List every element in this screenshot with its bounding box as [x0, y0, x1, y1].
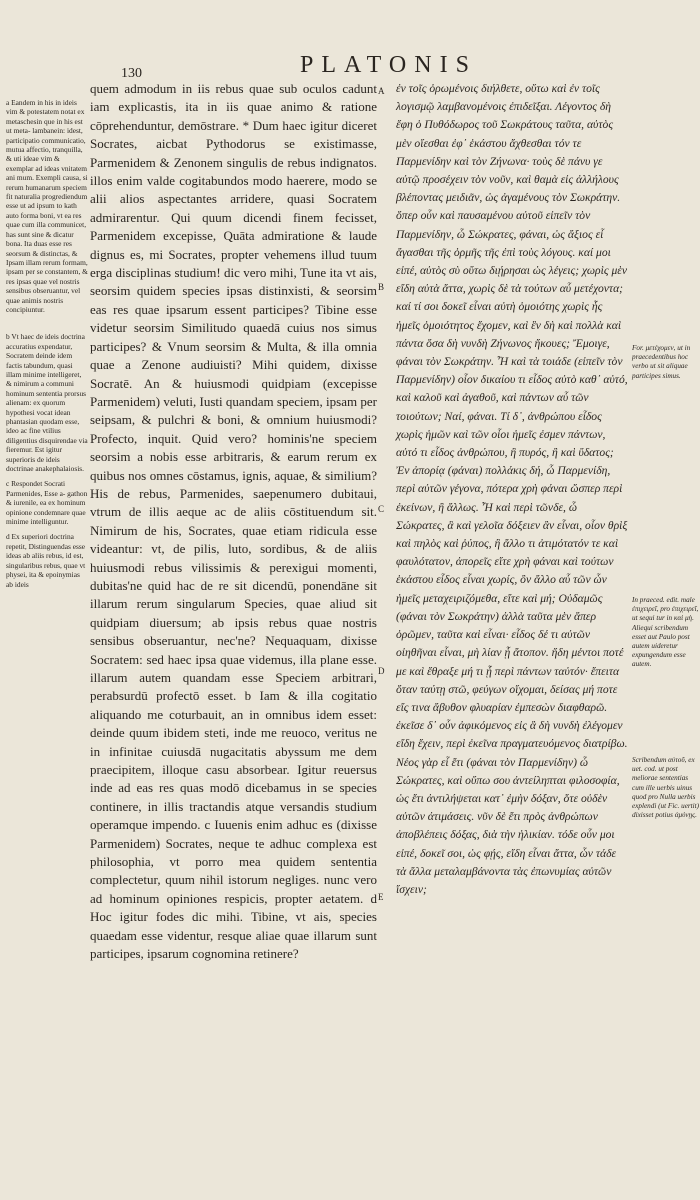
page-number: 130 — [121, 66, 142, 81]
greek-text: ἐν τοῖς ὁρωμένοις διήλθετε, οὕτω καὶ ἐν τοῖς λογισμῷ λαμβανομένοις ἐπιδεῖξαι. Λέγοντος δὴ ἔφη ὁ Πυθόδωρος τοῦ Σωκράτους ταῦτα, αὐτὸς μὲν οἴεσθαι ἐφ᾽ ἑκάστου ἄχθεσθαι τόν τε Παρμενίδην καὶ τὸν Ζήνωνα· τοὺς δὲ πάνυ γε αὐτῷ προσέχειν τὸν νοῦν, καὶ θαμὰ εἰς ἀλλήλους βλέποντας μειδιᾶν, ὡς ἀγαμένους τὸν Σωκράτην. ὅπερ οὖν καὶ παυσαμένου αὐτοῦ εἰπεῖν τὸν Παρμενίδην, ὦ Σώκρατες, φάναι, ὡς ἄξιος εἶ ἄγασθαι τῆς ὁρμῆς τῆς ἐπὶ τοὺς λόγους. καί μοι εἰπέ, αὐτὸς σὺ οὕτω διῄρησαι ὡς λέγεις; χωρὶς μὲν εἴδη αὐτὰ ἄττα, χωρὶς δὲ τὰ τούτων αὖ μετέχοντα; καί τί σοι δοκεῖ εἶναι αὐτὴ ὁμοιότης χωρὶς ἧς ἡμεῖς ὁμοιότητος ἔχομεν, καὶ ἓν δὴ καὶ πολλὰ καὶ πάντα ὅσα δὴ νυνδὴ Ζήνωνος ἤκουες; Ἔμοιγε, φάναι τὸν Σωκράτην. Ἦ καὶ τὰ τοιάδε (εἰπεῖν τὸν Παρμενίδην) οἷον δικαίου τι εἶδος αὐτὸ καθ᾽ αὑτό, καὶ καλοῦ καὶ ἀγαθοῦ, καὶ πάντων αὖ τῶν τοιούτων; Ναί, φάναι. Τί δ᾽, ἀνθρώπου εἶδος χωρὶς ἡμῶν καὶ τῶν οἷοι ἡμεῖς ἐσμεν πάντων, αὐτό τι εἶδος ἀνθρώπου, ἢ πυρός, ἢ καὶ ὕδατος; Ἐν ἀπορίᾳ (φάναι) πολλάκις δή, ὦ Παρμενίδη, περὶ αὐτῶν γέγονα, πότερα χρὴ φάναι ὥσπερ περὶ ἐκείνων, ἢ ἄλλως. Ἦ καὶ περὶ τῶνδε, ὦ Σώκρατες, ἃ καὶ γελοῖα δόξειεν ἂν εἶναι, οἷον θρὶξ καὶ πηλὸς καὶ ῥύπος, ἢ ἄλλο τι ἀτιμότατόν τε καὶ φαυλότατον, ἀπορεῖς εἴτε χρὴ φάναι καὶ τούτων ἑκάστου εἶδος εἶναι χωρίς, ὂν ἄλλο αὖ τῶν ὧν ἡμεῖς μεταχειριζόμεθα, εἴτε καὶ μή; Οὐδαμῶς (φάναι τὸν Σωκράτην) ἀλλὰ ταῦτα μὲν ἅπερ ὁρῶμεν, ταῦτα καὶ εἶναι· εἶδος δέ τι αὐτῶν οἰηθῆναι εἶναι, μὴ λίαν ᾖ ἄτοπον. ἤδη μέντοι ποτέ με καὶ ἔθραξε μή τι ᾖ περὶ πάντων ταὐτόν· ἔπειτα ὅταν ταύτῃ στῶ, φεύγων οἴχομαι, δείσας μή ποτε εἴς τινα ἄβυθον φλυαρίαν ἐμπεσὼν διαφθαρῶ. ἐκεῖσε δ᾽ οὖν ἀφικόμενος εἰς ἃ δὴ νυνδὴ ἐλέγομεν εἴδη ἔχειν, περὶ ἐκεῖνα πραγματευόμενος διατρίβω. Νέος γὰρ εἶ ἔτι (φάναι τὸν Παρμενίδην) ὦ Σώκρατες, καὶ οὔπω σου ἀντείληπται φιλοσοφία, ὡς ἔτι ἀντιλήψεται κατ᾽ ἐμὴν δόξαν, ὅτε οὐδὲν αὐτῶν ἀτιμάσεις. νῦν δὲ ἔτι πρὸς ἀνθρώπων ἀποβλέπεις δόξας, διὰ τὴν ἡλικίαν. τόδε οὖν μοι εἰπέ, δοκεῖ σοι, ὡς φῄς, εἴδη εἶναι ἄττα, ὧν τάδε τὰ ἄλλα μεταλαμβάνοντα τὰς ἐπωνυμίας αὐτῶν ἴσχειν; — [396, 82, 628, 896]
right-margin-note — [632, 756, 700, 820]
siglum-a: A — [378, 86, 385, 96]
greek-text-column — [396, 80, 628, 899]
siglum-b: B — [378, 282, 385, 292]
latin-translation-column — [90, 80, 377, 964]
margin-note: d Ex superiori doctrina repetit, Distinguendas esse ideas ab aliis rebus, id est, singularibus rebus, quae vt physei, ita & epoinymias ab ideis — [6, 532, 86, 589]
siglum-d: D — [378, 666, 385, 676]
siglum-e: E — [378, 892, 384, 902]
margin-note: c Respondet Socrati Parmenides, Esse a- gathon & iurenile, ea ex hominum opinione condemnare quae minime intelliguntur. — [6, 479, 88, 527]
left-margin-notes — [6, 98, 88, 595]
margin-note: For. μετέχομεν, ut in praecedentibus hoc verbo ut sit aliquae participes simus. — [632, 344, 691, 380]
latin-text: quem admodum in iis rebus quae sub oculos cadunt iam explicastis, ita in iis quae animo & ratione cōprehenduntur, demōstrare. * Dum haec igitur diceret Socrates, aicbat Pythodorus se existimasse, Parmenidem & Zenonem singulis de rebus indignatos. illos enim valde cogitabundos modo haerere, modo se alii alios aspectantes arridere, quasi Socratem admirarentur. Qui quum dicendi finem fecisset, Parmenidem excepisse, Quāta admiratione & laude dignus es, mi Socrates, propter vehemens illud tuum erga disciplinas studium! dic vero mihi, Tune ita vt ais, seorsim quidem species ipsas distinxisti, & seorsim eas res quae ipsarum essent participes? Tibine esse videtur seorsim Similitudo quaedā cuius nos simus participes? & Vnum seorsim & Multa, & illa omnia quae a Zenone audiuisti? Mihi quidem, dixisse Socratē. An & huiusmodi quidpiam (excepisse Parmenidem) veluti, Iusti quandam speciem, ipsam per seipsam, & pulchri & boni, & omnium huiusmodi? Profecto, inquit. Quid vero? hominis'ne speciem seorsim a nobis esse arbitraris, & earum rerum ex quibus nos omnes cōstamus, ignis, aquae, & similium? His de rebus, Parmenides, saepenumero dubitaui, vtrum de illis aeque ac de aliis cōstituendum sit. Nimirum de his, Socrates, quae etiam ridicula esse videantur: vt, de pilis, luto, sordibus, & de aliis huiusmodi rebus vilissimis & perexigui momenti, dubitas'ne quid hac de re sit dicendū, ponendāne sit illarum rerum singularum Species, quae aliud sit quidpiam diuersum; ab ipsis rebus quae nostris sensibus obseruantur, nec'ne? Nequaquam, dixisse Socratem: sed haec ipsa quae videmus, illa plane esse. illarum autem quandam esse Speciem arbitrari, perabsurdū profectō esset. b Iam & illa cogitatio aliquando me coturbauit, an in omnibus idem esset: deinde quum ibidem steti, inde me reuoco, veritus ne in infinitae cuiusdā nugacitatis abyssum me dem praecipitem, illoque casu absorbear. Igitur reuersus inde ad eas res quas modō dicebamus in se species continere, in illis tractandis atque versandis studium operamque impendo. c Iuuenis enim adhuc es (dixisse Parmenidem) Socrates, neque te adhuc complexa est philosophia, vt porro mea quidem sententia complectetur, quum nihil istorum negliges. nunc vero ad hominum opiniones respicis, propter aetatem. d Hoc igitur fodes dic mihi. Tibine, vt ais, species quaedam esse videntur, resque aliae quae illarum sunt participes, ipsarum cognomina retinere? — [90, 81, 377, 962]
right-margin-note — [632, 596, 700, 670]
margin-note: In praeced. edit. male ἐπιχειρεῖ, pro ἐπιχειρεῖ, ut sequi tur in καὶ μὴ. Aliequi scribendum esset aut Paulo post autem uideretur expungendum esse autem. — [632, 596, 699, 669]
running-title: PLATONIS — [300, 52, 477, 78]
right-margin-note — [632, 344, 700, 381]
margin-note: b Vt haec de ideis doctrina accuratius expendatur, Socratem deinde idem factis tabundum, quasi illam minime intelligeret, & nimirum a communi hominum sententia prorsus alienam: ex quorum hypothesi vocat idean phantasian quodam esse, ideo ac fine vtilius diligentius disquirendae via fieremur. Est igitur superioris de ideis doctrinae anakephalaiosis. — [6, 332, 88, 474]
margin-note: a Eandem in his in ideis vim & potestatem notat ex metaschesin que in his est ut meta- lambanein: idest, participatio communicatio, mutua affectio, tranquilla, & uti ideae vim & exemplar ad ideas vnitatem ani mum. Exempli causa, si rerum humanarum speciem fit naturalia progrediendum esse ut ad ipsum to kath auto forma boni, vt ea res quae cum illa communicet, has sunt sine & dicatur bona. Ita duas esse res seorsum & distinctas, & Ipsam illam rerum formam, ipsam per se constantem, & res ipsas quae vel nostris sensibus obseruantur, vel quae animis nostris concipiuntur. — [6, 98, 88, 314]
siglum-c: C — [378, 504, 385, 514]
margin-note: Scribendum αὐτοῦ, ex uet. cod. ut post meliorae sententias cum ille uerbis uinus quod pro Nulla uerbis explendi (ut Fic. uertit) dixisset potius ἀμύνῃς. — [632, 756, 700, 820]
